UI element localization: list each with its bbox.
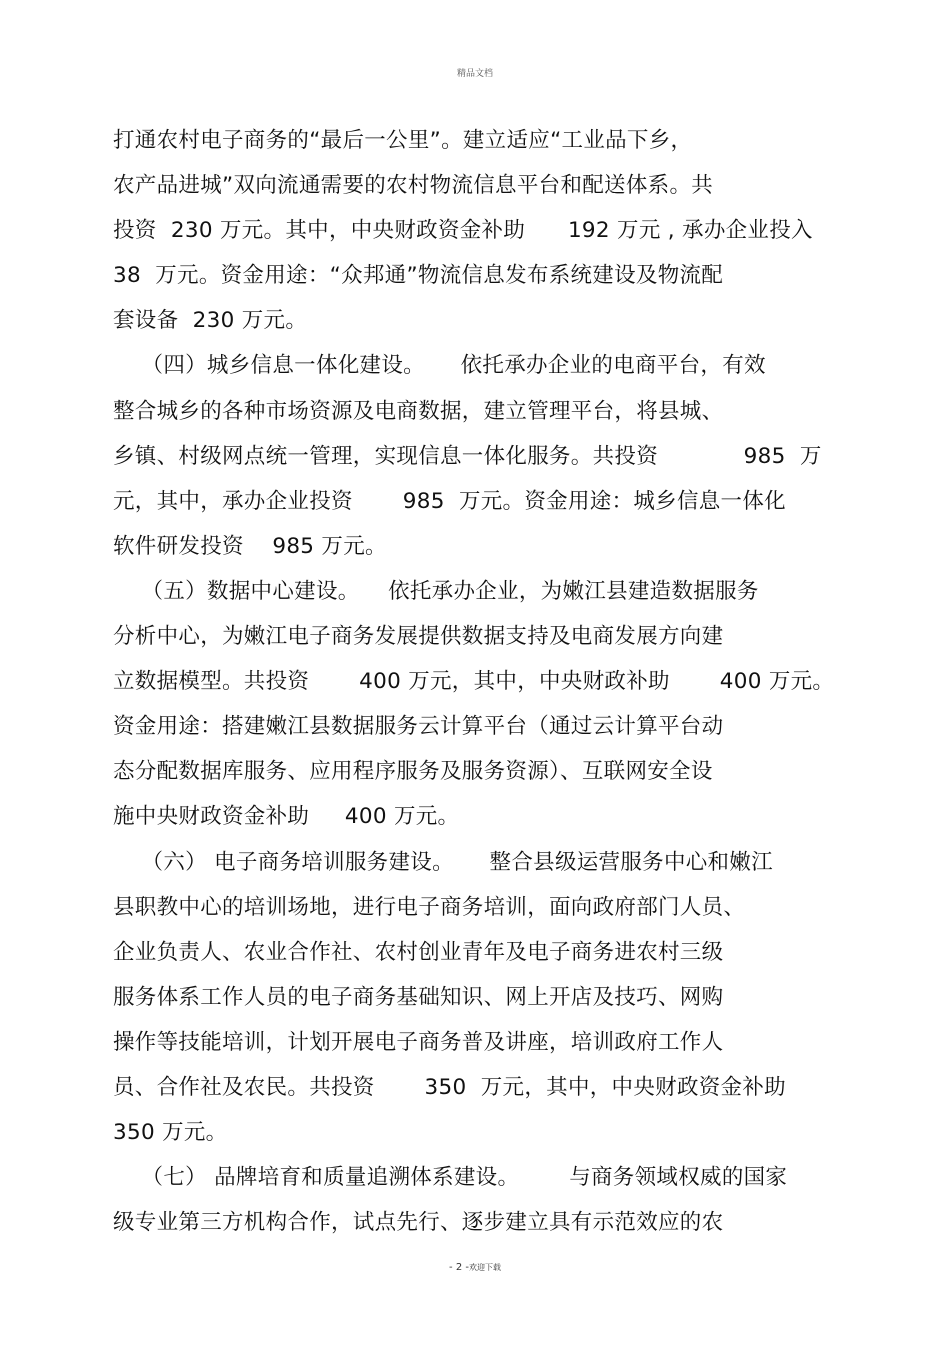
text-line: 38 万元。资金用途：“众邦通”物流信息发布系统建设及物流配: [113, 263, 724, 289]
page-header: 精品文档: [456, 69, 493, 79]
text-line: 县职教中心的培训场地，进行电子商务培训，面向政府部门人员、: [113, 894, 746, 920]
text-line: 软件研发投资 985 万元。: [113, 533, 387, 559]
page-number: - 2 -: [449, 1262, 469, 1273]
footer-note: 欢迎下载: [468, 1263, 501, 1272]
page-footer: [0, 1262, 950, 1273]
text-line: 投资 230 万元。其中，中央财政资金补助 192 万元 , 承办企业投入: [113, 218, 813, 244]
text-line: （五）数据中心建设。 依托承办企业，为嫩江县建造数据服务: [113, 578, 759, 604]
text-line: 级专业第三方机构合作，试点先行、逐步建立具有示范效应的农: [113, 1210, 724, 1236]
text-line: （四）城乡信息一体化建设。 依托承办企业的电商平台，有效: [113, 353, 766, 379]
text-line: 农产品进城”双向流通需要的农村物流信息平台和配送体系。共: [113, 173, 714, 199]
text-line: 打通农村电子商务的“最后一公里”。建立适应“工业品下乡，: [113, 128, 693, 153]
text-line: 350 万元。: [113, 1120, 228, 1146]
document-body: [113, 118, 853, 1245]
text-line: （六） 电子商务培训服务建设。 整合县级运营服务中心和嫩江: [113, 849, 773, 875]
text-line: 套设备 230 万元。: [113, 308, 308, 334]
text-line: 员、合作社及农民。共投资 350 万元，其中，中央财政资金补助: [113, 1074, 786, 1100]
text-line: 企业负责人、农业合作社、农村创业青年及电子商务进农村三级: [113, 939, 724, 965]
text-line: 元，其中，承办企业投资 985 万元。资金用途：城乡信息一体化: [113, 488, 786, 514]
text-line: （七） 品牌培育和质量追溯体系建设。 与商务领域权威的国家: [113, 1165, 788, 1191]
text-line: 施中央财政资金补助 400 万元。: [113, 804, 460, 830]
text-line: 乡镇、村级网点统一管理，实现信息一体化服务。共投资 985 万: [113, 443, 822, 469]
text-line: 分析中心，为嫩江电子商务发展提供数据支持及电商发展方向建: [113, 624, 724, 650]
text-line: 服务体系工作人员的电子商务基础知识、网上开店及技巧、网购: [113, 984, 724, 1010]
text-line: 操作等技能培训，计划开展电子商务普及讲座，培训政府工作人: [113, 1029, 724, 1055]
text-line: 资金用途：搭建嫩江县数据服务云计算平台（通过云计算平台动: [113, 714, 724, 740]
text-line: 立数据模型。共投资 400 万元，其中，中央财政补助 400 万元。: [113, 669, 835, 695]
text-line: 态分配数据库服务、应用程序服务及服务资源）、互联网安全设: [113, 759, 713, 785]
text-line: 整合城乡的各种市场资源及电商数据，建立管理平台，将县城、: [113, 398, 724, 424]
